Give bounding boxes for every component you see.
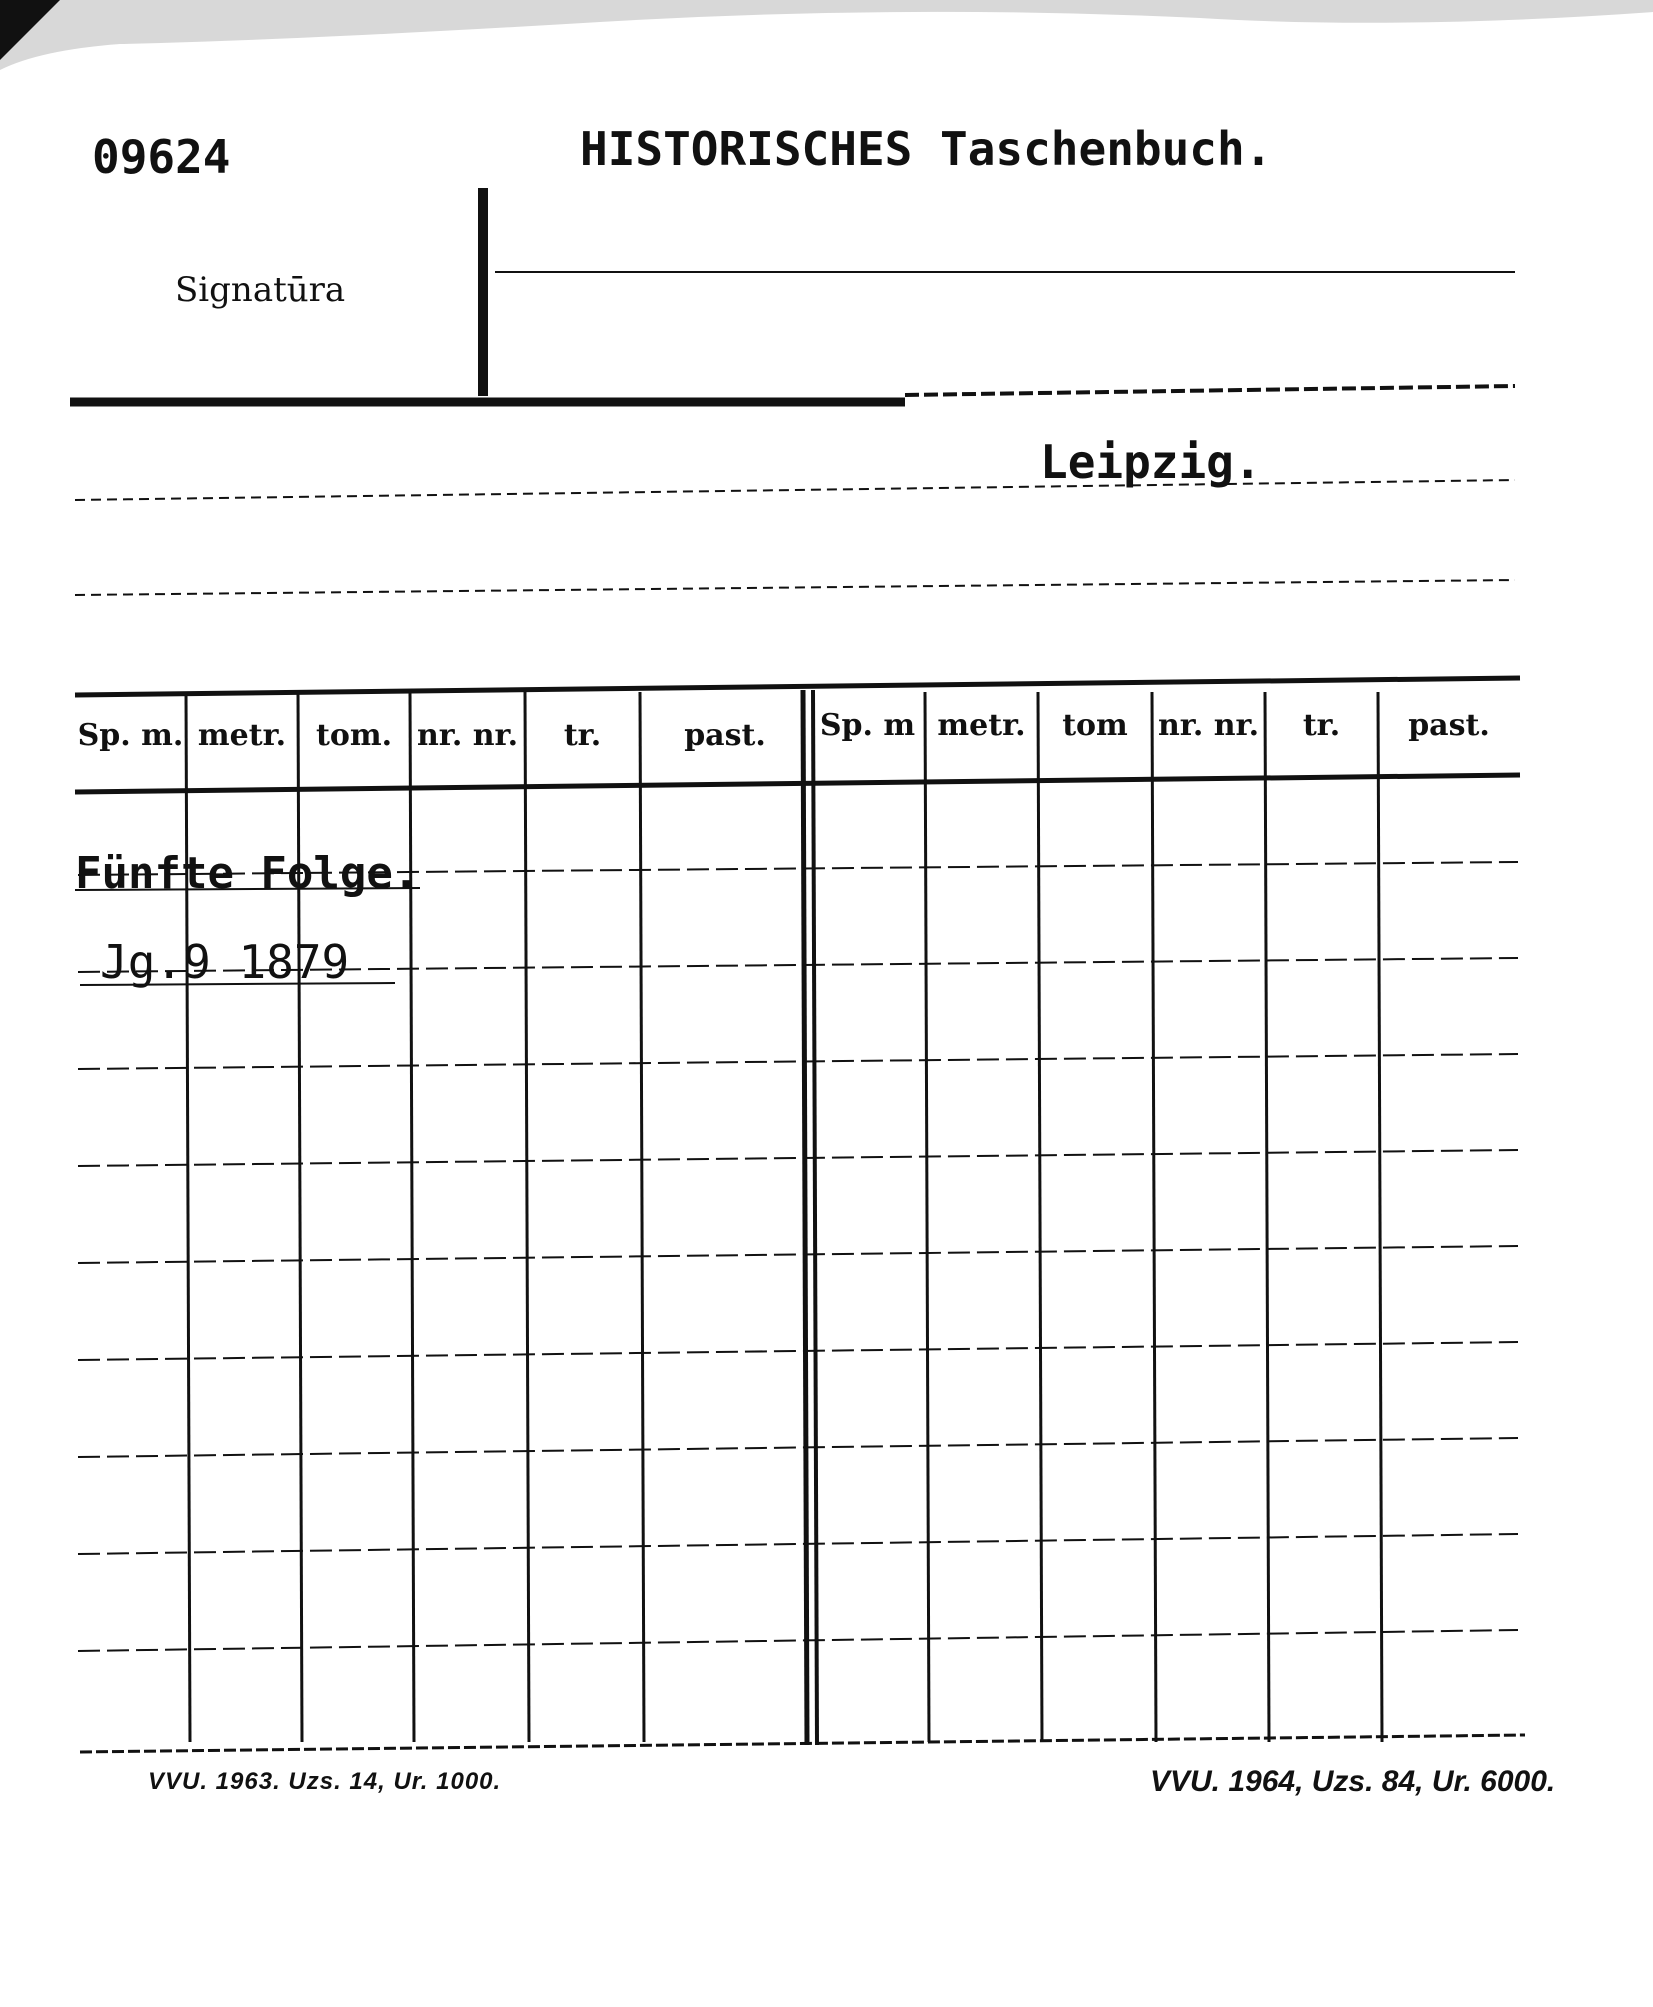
center-double-rule-b — [813, 690, 817, 1745]
column-header: Sp. m. — [77, 718, 184, 753]
column-divider — [640, 692, 644, 1742]
table-row-rule — [78, 1150, 1518, 1166]
column-divider — [1378, 692, 1382, 1742]
signature-label: Signatūra — [175, 270, 346, 310]
column-divider — [1038, 692, 1042, 1742]
column-divider — [1152, 692, 1156, 1742]
column-divider — [1265, 692, 1269, 1742]
header-rule-right — [905, 386, 1515, 395]
column-divider — [525, 692, 529, 1742]
table-row-rule — [78, 1630, 1518, 1651]
table-row-rule — [78, 1054, 1518, 1069]
center-double-rule-a — [803, 690, 807, 1745]
table-row-rule — [78, 1342, 1518, 1360]
table-header-rule — [75, 775, 1520, 792]
table-bottom-rule — [80, 1735, 1525, 1752]
column-header: Sp. m — [819, 708, 916, 743]
publication-place: Leipzig. — [1040, 435, 1262, 489]
column-header: tom. — [315, 718, 393, 753]
table-row-rule — [78, 1246, 1518, 1263]
column-header: tr. — [563, 718, 602, 753]
worn-edge — [0, 0, 1653, 70]
column-header: nr. nr. — [416, 718, 519, 753]
entry-volume: Jg.9 1879 — [100, 935, 350, 989]
address-line-1 — [75, 480, 1515, 500]
column-header: metr. — [197, 718, 287, 753]
column-header: past. — [1408, 708, 1490, 743]
address-line-2 — [75, 580, 1515, 595]
card-title: HISTORISCHES Taschenbuch. — [580, 122, 1273, 176]
table-row-rule — [78, 1438, 1518, 1457]
column-header: nr. nr. — [1157, 708, 1260, 743]
footer-print-note-right: VVU. 1964, Uzs. 84, Ur. 6000. — [1150, 1765, 1556, 1798]
entry-series: Fünfte Folge. — [75, 848, 420, 899]
column-header: tom — [1062, 708, 1128, 743]
footer-print-note-left: VVU. 1963. Uzs. 14, Ur. 1000. — [148, 1768, 502, 1795]
column-header: metr. — [937, 708, 1026, 743]
column-divider — [925, 692, 929, 1742]
column-header: tr. — [1302, 708, 1341, 743]
table-row-rule — [78, 1534, 1518, 1554]
table-top-rule — [75, 678, 1520, 695]
column-header: past. — [684, 718, 766, 753]
card-number: 09624 — [92, 130, 231, 184]
